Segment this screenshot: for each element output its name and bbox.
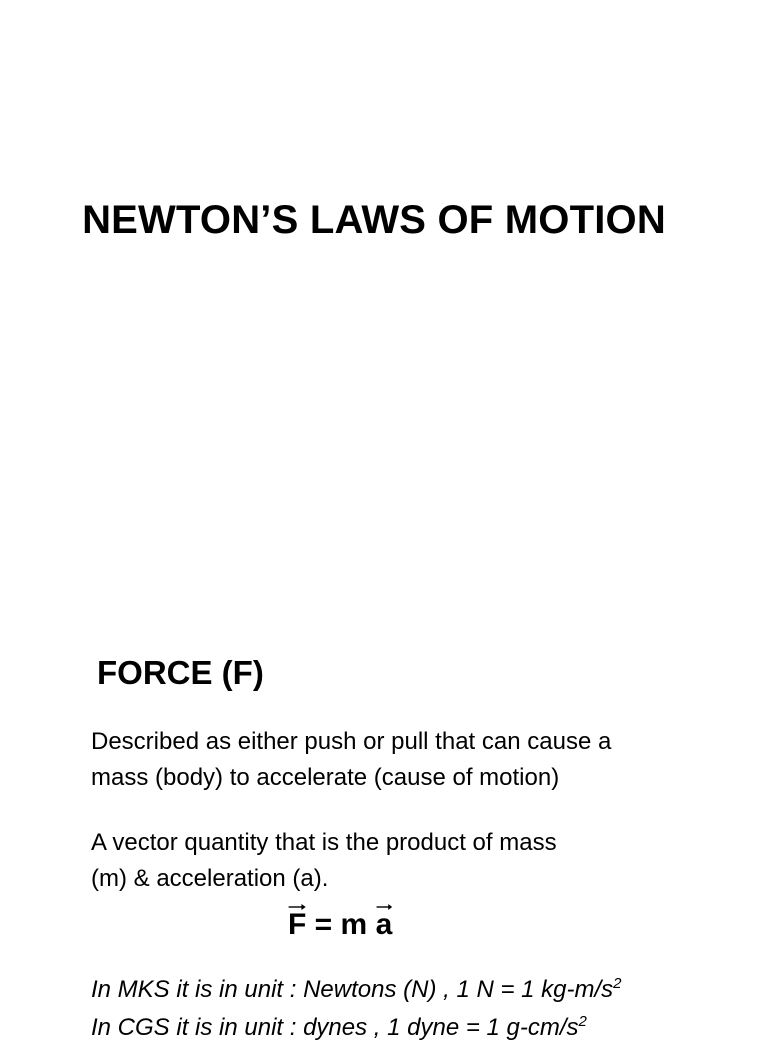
vector-arrow-icon — [376, 902, 393, 912]
unit-cgs-text: In CGS it is in unit : dynes , 1 dyne = 1 g-cm/s — [91, 1014, 579, 1041]
unit-cgs-exponent: 2 — [578, 1013, 587, 1030]
unit-cgs — [91, 1013, 587, 1043]
force-vector — [288, 908, 306, 942]
force-slide — [0, 576, 768, 1041]
force-description-line-1: Described as either push or pull that can cause a — [91, 728, 612, 755]
unit-mks-exponent: 2 — [613, 975, 622, 992]
vector-description — [91, 825, 557, 897]
force-formula — [288, 908, 392, 942]
formula-mass-symbol: m — [340, 908, 368, 941]
vector-description-line-2: (m) & acceleration (a). — [91, 865, 329, 892]
slide-title: NEWTON’S LAWS OF MOTION — [82, 198, 666, 242]
force-description-line-2: mass (body) to accelerate (cause of motion) — [91, 764, 560, 791]
acceleration-vector — [376, 908, 393, 942]
vector-description-line-1: A vector quantity that is the product of mass — [91, 829, 557, 856]
force-description — [91, 724, 611, 796]
unit-mks — [91, 975, 622, 1005]
section-heading: FORCE (F) — [97, 654, 264, 691]
formula-force-symbol: F — [288, 908, 307, 941]
formula-acceleration-symbol: a — [375, 908, 393, 941]
unit-mks-text: In MKS it is in unit : Newtons (N) , 1 N = 1 kg-m/s — [91, 976, 614, 1003]
vector-arrow-icon — [288, 902, 306, 912]
formula-equals: = — [314, 908, 333, 941]
